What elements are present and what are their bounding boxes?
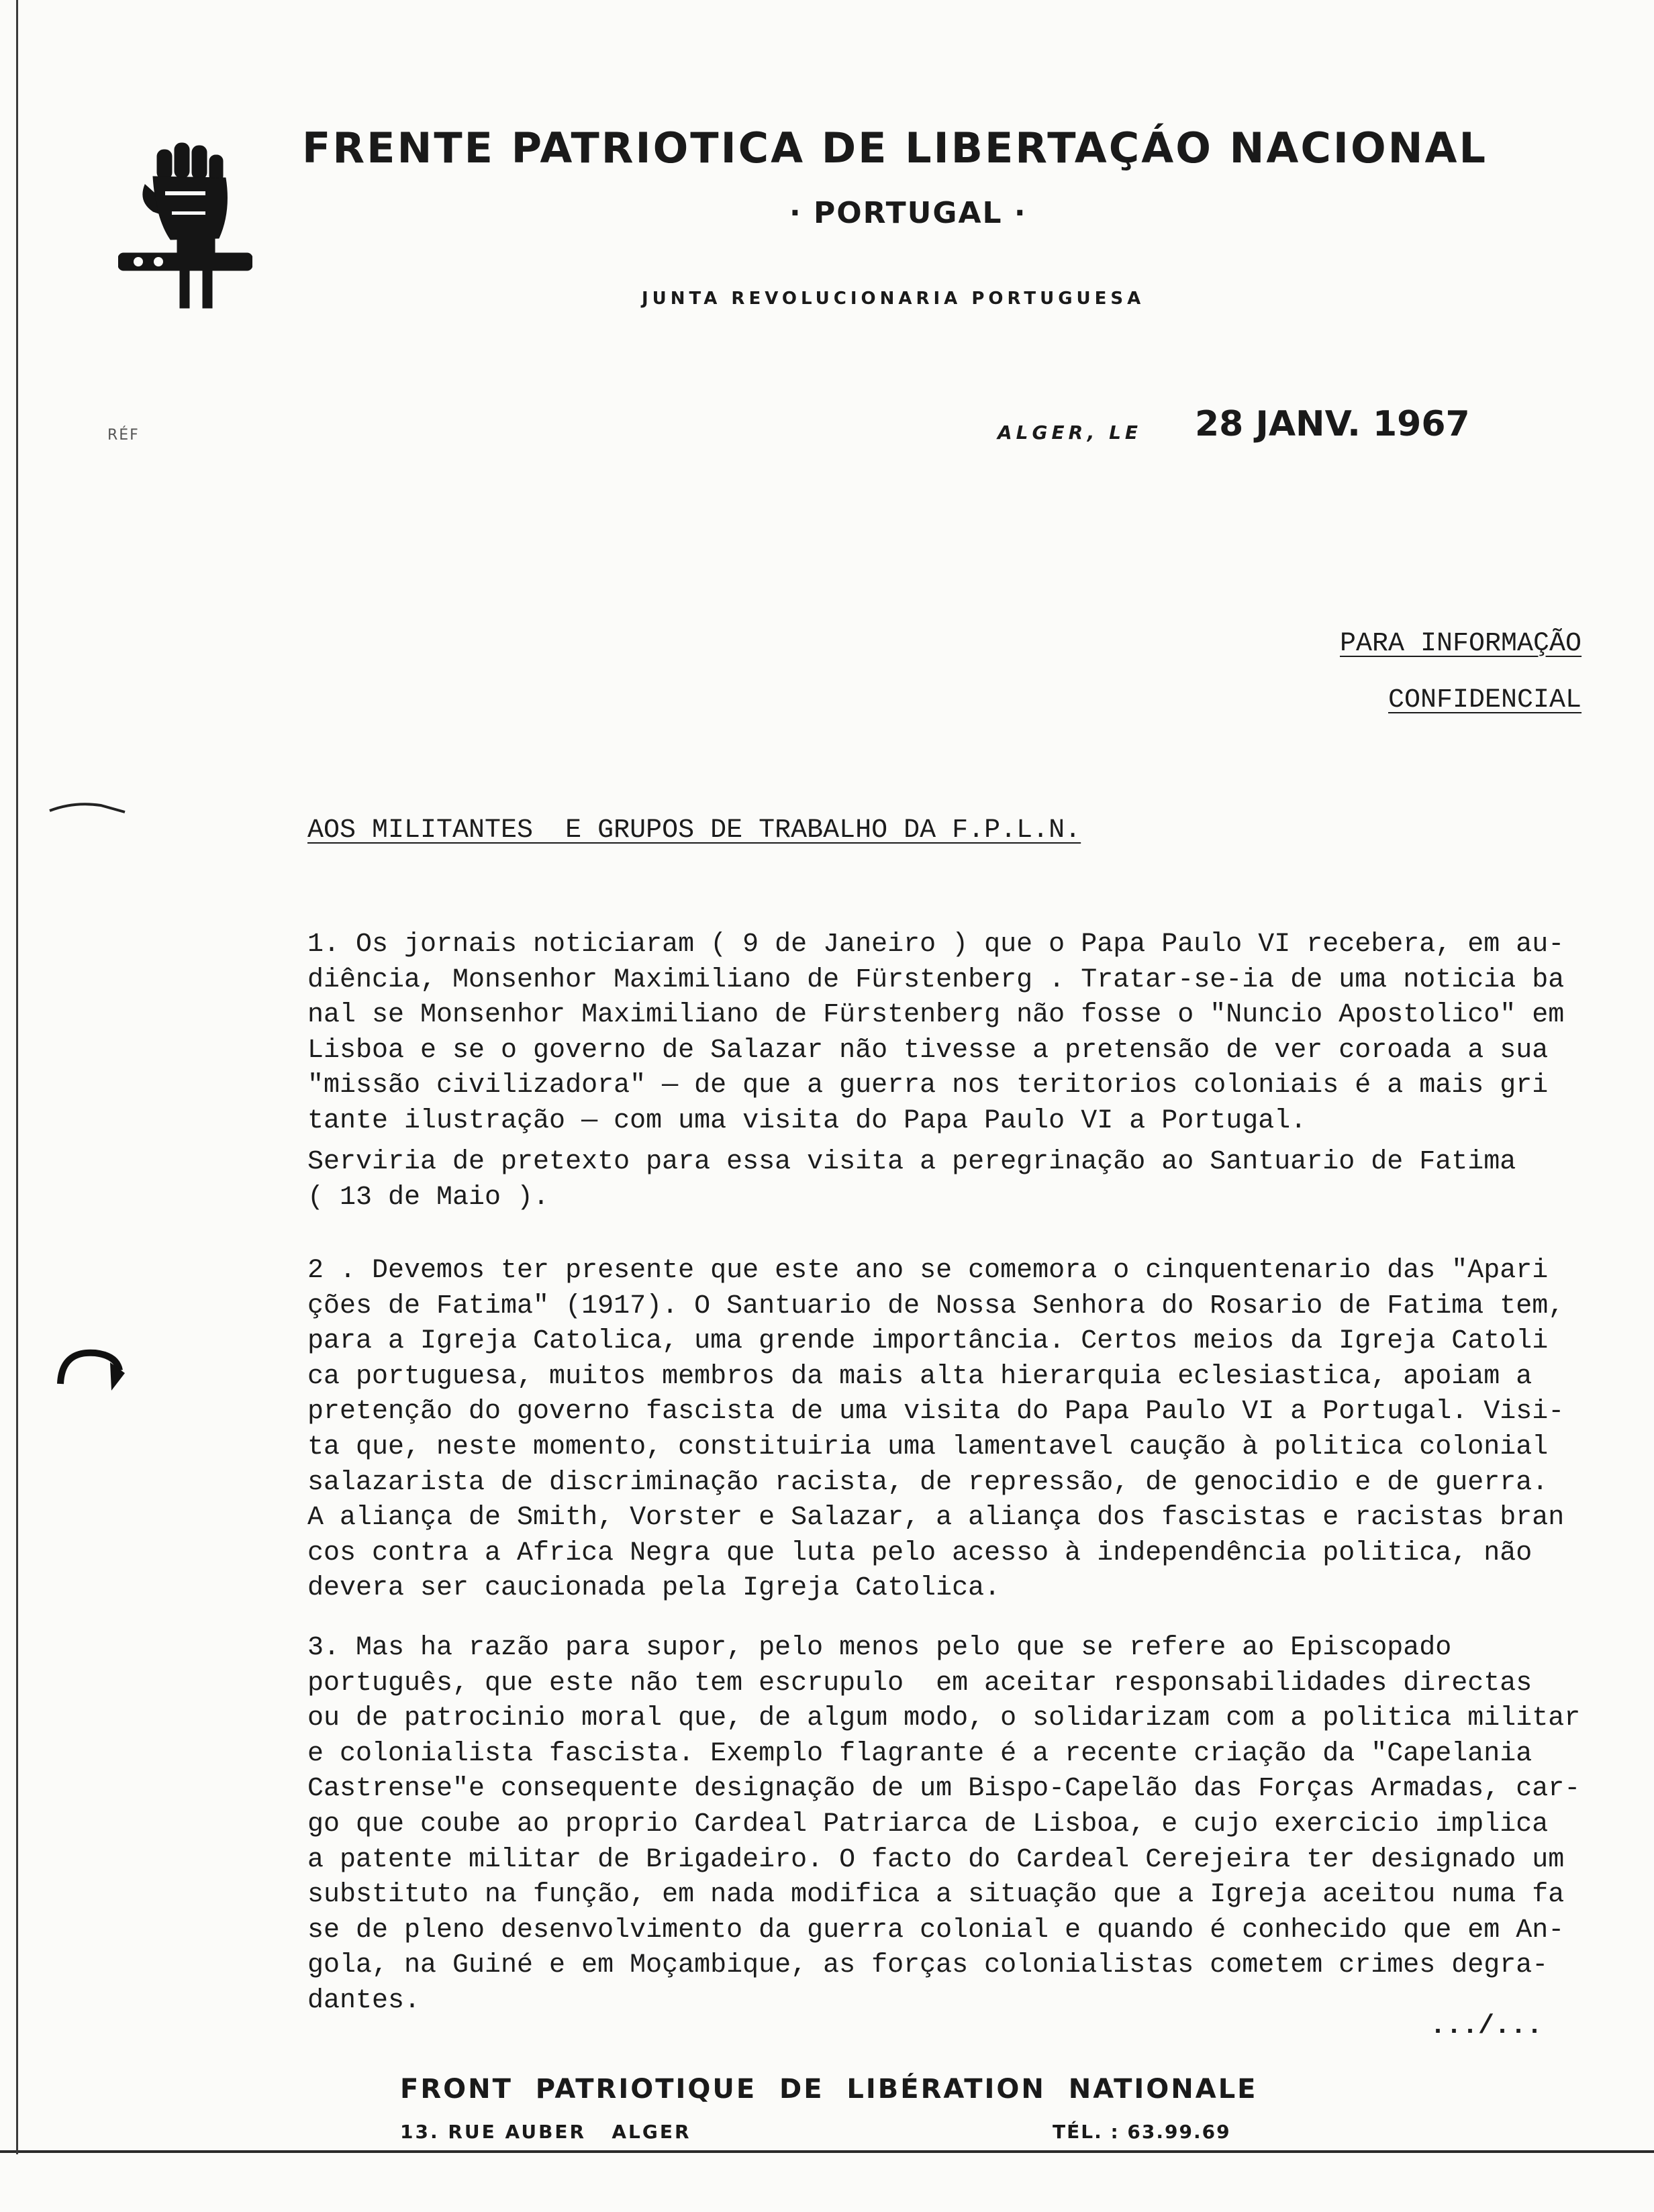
paragraph-line: gola, na Guiné e em Moçambique, as forças colonialistas cometem crimes degra- xyxy=(307,1950,1549,1981)
country-subtitle: · PORTUGAL · xyxy=(789,196,1027,230)
footer-phone: TÉL. : 63.99.69 xyxy=(1053,2121,1231,2143)
paragraph-line: português, que este não tem escrupulo em aceitar responsabilidades directas xyxy=(307,1668,1533,1699)
footer-org-name: FRONT PATRIOTIQUE DE LIBÉRATION NATIONALE xyxy=(400,2074,1258,2105)
paragraph-line: Serviria de pretexto para essa visita a peregrinação ao Santuario de Fatima xyxy=(307,1147,1516,1177)
paragraph-line: 2 . Devemos ter presente que este ano se comemora o cinquentenario das "Apari xyxy=(307,1256,1549,1286)
raised-fist-icon xyxy=(118,138,252,312)
date-stamp: 28 JANV. 1967 xyxy=(1195,404,1470,444)
paragraph-line: nal se Monsenhor Maximiliano de Fürstenberg não fosse o "Nuncio Apostolico" em xyxy=(307,1000,1565,1031)
paragraph-line: "missão civilizadora" — de que a guerra nos teritorios coloniais é a mais gri xyxy=(307,1070,1549,1101)
paragraph-line: para a Igreja Catolica, uma grende importância. Certos meios da Igreja Catoli xyxy=(307,1326,1549,1357)
paragraph-line: Lisboa e se o governo de Salazar não tivesse a pretensão de ver coroada a sua xyxy=(307,1035,1549,1066)
paragraph-line: devera ser caucionada pela Igreja Catolica. xyxy=(307,1573,1001,1604)
footer-address: 13. RUE AUBER ALGER xyxy=(400,2121,691,2143)
addressee-heading: AOS MILITANTES E GRUPOS DE TRABALHO DA F.P.L.N. xyxy=(307,815,1081,846)
paragraph-line: salazarista de discriminação racista, de repressão, de genocidio e de guerra. xyxy=(307,1467,1549,1498)
place-label: ALGER, LE xyxy=(998,421,1142,444)
scan-left-rule xyxy=(16,0,18,2154)
paragraph-line: go que coube ao proprio Cardeal Patriarca de Lisboa, e cujo exercicio implica xyxy=(307,1809,1549,1840)
classification-line-1: PARA INFORMAÇÃO xyxy=(1340,629,1582,659)
paragraph-line: A aliança de Smith, Vorster e Salazar, a aliança dos fascistas e racistas bran xyxy=(307,1503,1565,1534)
margin-tick-mark xyxy=(47,797,128,820)
fist-logo xyxy=(118,138,252,312)
org-name-heading: FRENTE PATRIOTICA DE LIBERTAÇÁO NACIONAL xyxy=(302,123,1488,172)
paragraph-line: dantes. xyxy=(307,1985,421,2016)
paragraph-line: ou de patrocinio moral que, de algum modo, o solidarizam com a politica militar xyxy=(307,1703,1581,1734)
paragraph-line: diência, Monsenhor Maximiliano de Fürstenberg . Tratar-se-ia de uma noticia ba xyxy=(307,964,1565,995)
paragraph-1b xyxy=(307,1145,1569,1215)
junta-subtitle: JUNTA REVOLUCIONARIA PORTUGUESA xyxy=(642,289,1145,309)
paragraph-line: ta que, neste momento, constituiria uma lamentavel caução à politica colonial xyxy=(307,1431,1549,1462)
paragraph-line: 1. Os jornais noticiaram ( 9 de Janeiro ) que o Papa Paulo VI recebera, em au- xyxy=(307,929,1565,960)
paragraph-line: se de pleno desenvolvimento da guerra colonial e quando é conhecido que em An- xyxy=(307,1915,1565,1946)
margin-hole-mark xyxy=(55,1344,129,1400)
paragraph-line: substituto na função, em nada modifica a situação que a Igreja aceitou numa fa xyxy=(307,1880,1565,1911)
paragraph-line: e colonialista fascista. Exemplo flagrante é a recente criação da "Capelania xyxy=(307,1738,1533,1769)
paragraph-line: ( 13 de Maio ). xyxy=(307,1182,550,1213)
paragraph-1 xyxy=(307,927,1569,1140)
paragraph-line: tante ilustração — com uma visita do Papa Paulo VI a Portugal. xyxy=(307,1105,1307,1136)
punch-hole-icon xyxy=(55,1344,129,1397)
paragraph-line: pretenção do governo fascista de uma visita do Papa Paulo VI a Portugal. Visi- xyxy=(307,1397,1565,1427)
classification-line-2: CONFIDENCIAL xyxy=(1388,685,1582,715)
pen-mark-icon xyxy=(47,797,128,817)
paragraph-line: ções de Fatima" (1917). O Santuario de Nossa Senhora do Rosario de Fatima tem, xyxy=(307,1291,1565,1321)
paragraph-3 xyxy=(307,1631,1581,2019)
paragraph-line: ca portuguesa, muitos membros da mais alta hierarquia eclesiastica, apoiam a xyxy=(307,1361,1533,1392)
paragraph-line: cos contra a Africa Negra que luta pelo acesso à independência politica, não xyxy=(307,1538,1533,1568)
continuation-mark: .../... xyxy=(1430,2011,1543,2042)
paragraph-2 xyxy=(307,1254,1569,1607)
paragraph-line: Castrense"e consequente designação de um Bispo-Capelão das Forças Armadas, car- xyxy=(307,1774,1581,1805)
paragraph-line: a patente militar de Brigadeiro. O facto do Cardeal Cerejeira ter designado um xyxy=(307,1844,1565,1875)
scan-bottom-rule xyxy=(0,2150,1654,2153)
ref-label: RÉF xyxy=(107,427,140,444)
paragraph-line: 3. Mas ha razão para supor, pelo menos pelo que se refere ao Episcopado xyxy=(307,1633,1452,1663)
